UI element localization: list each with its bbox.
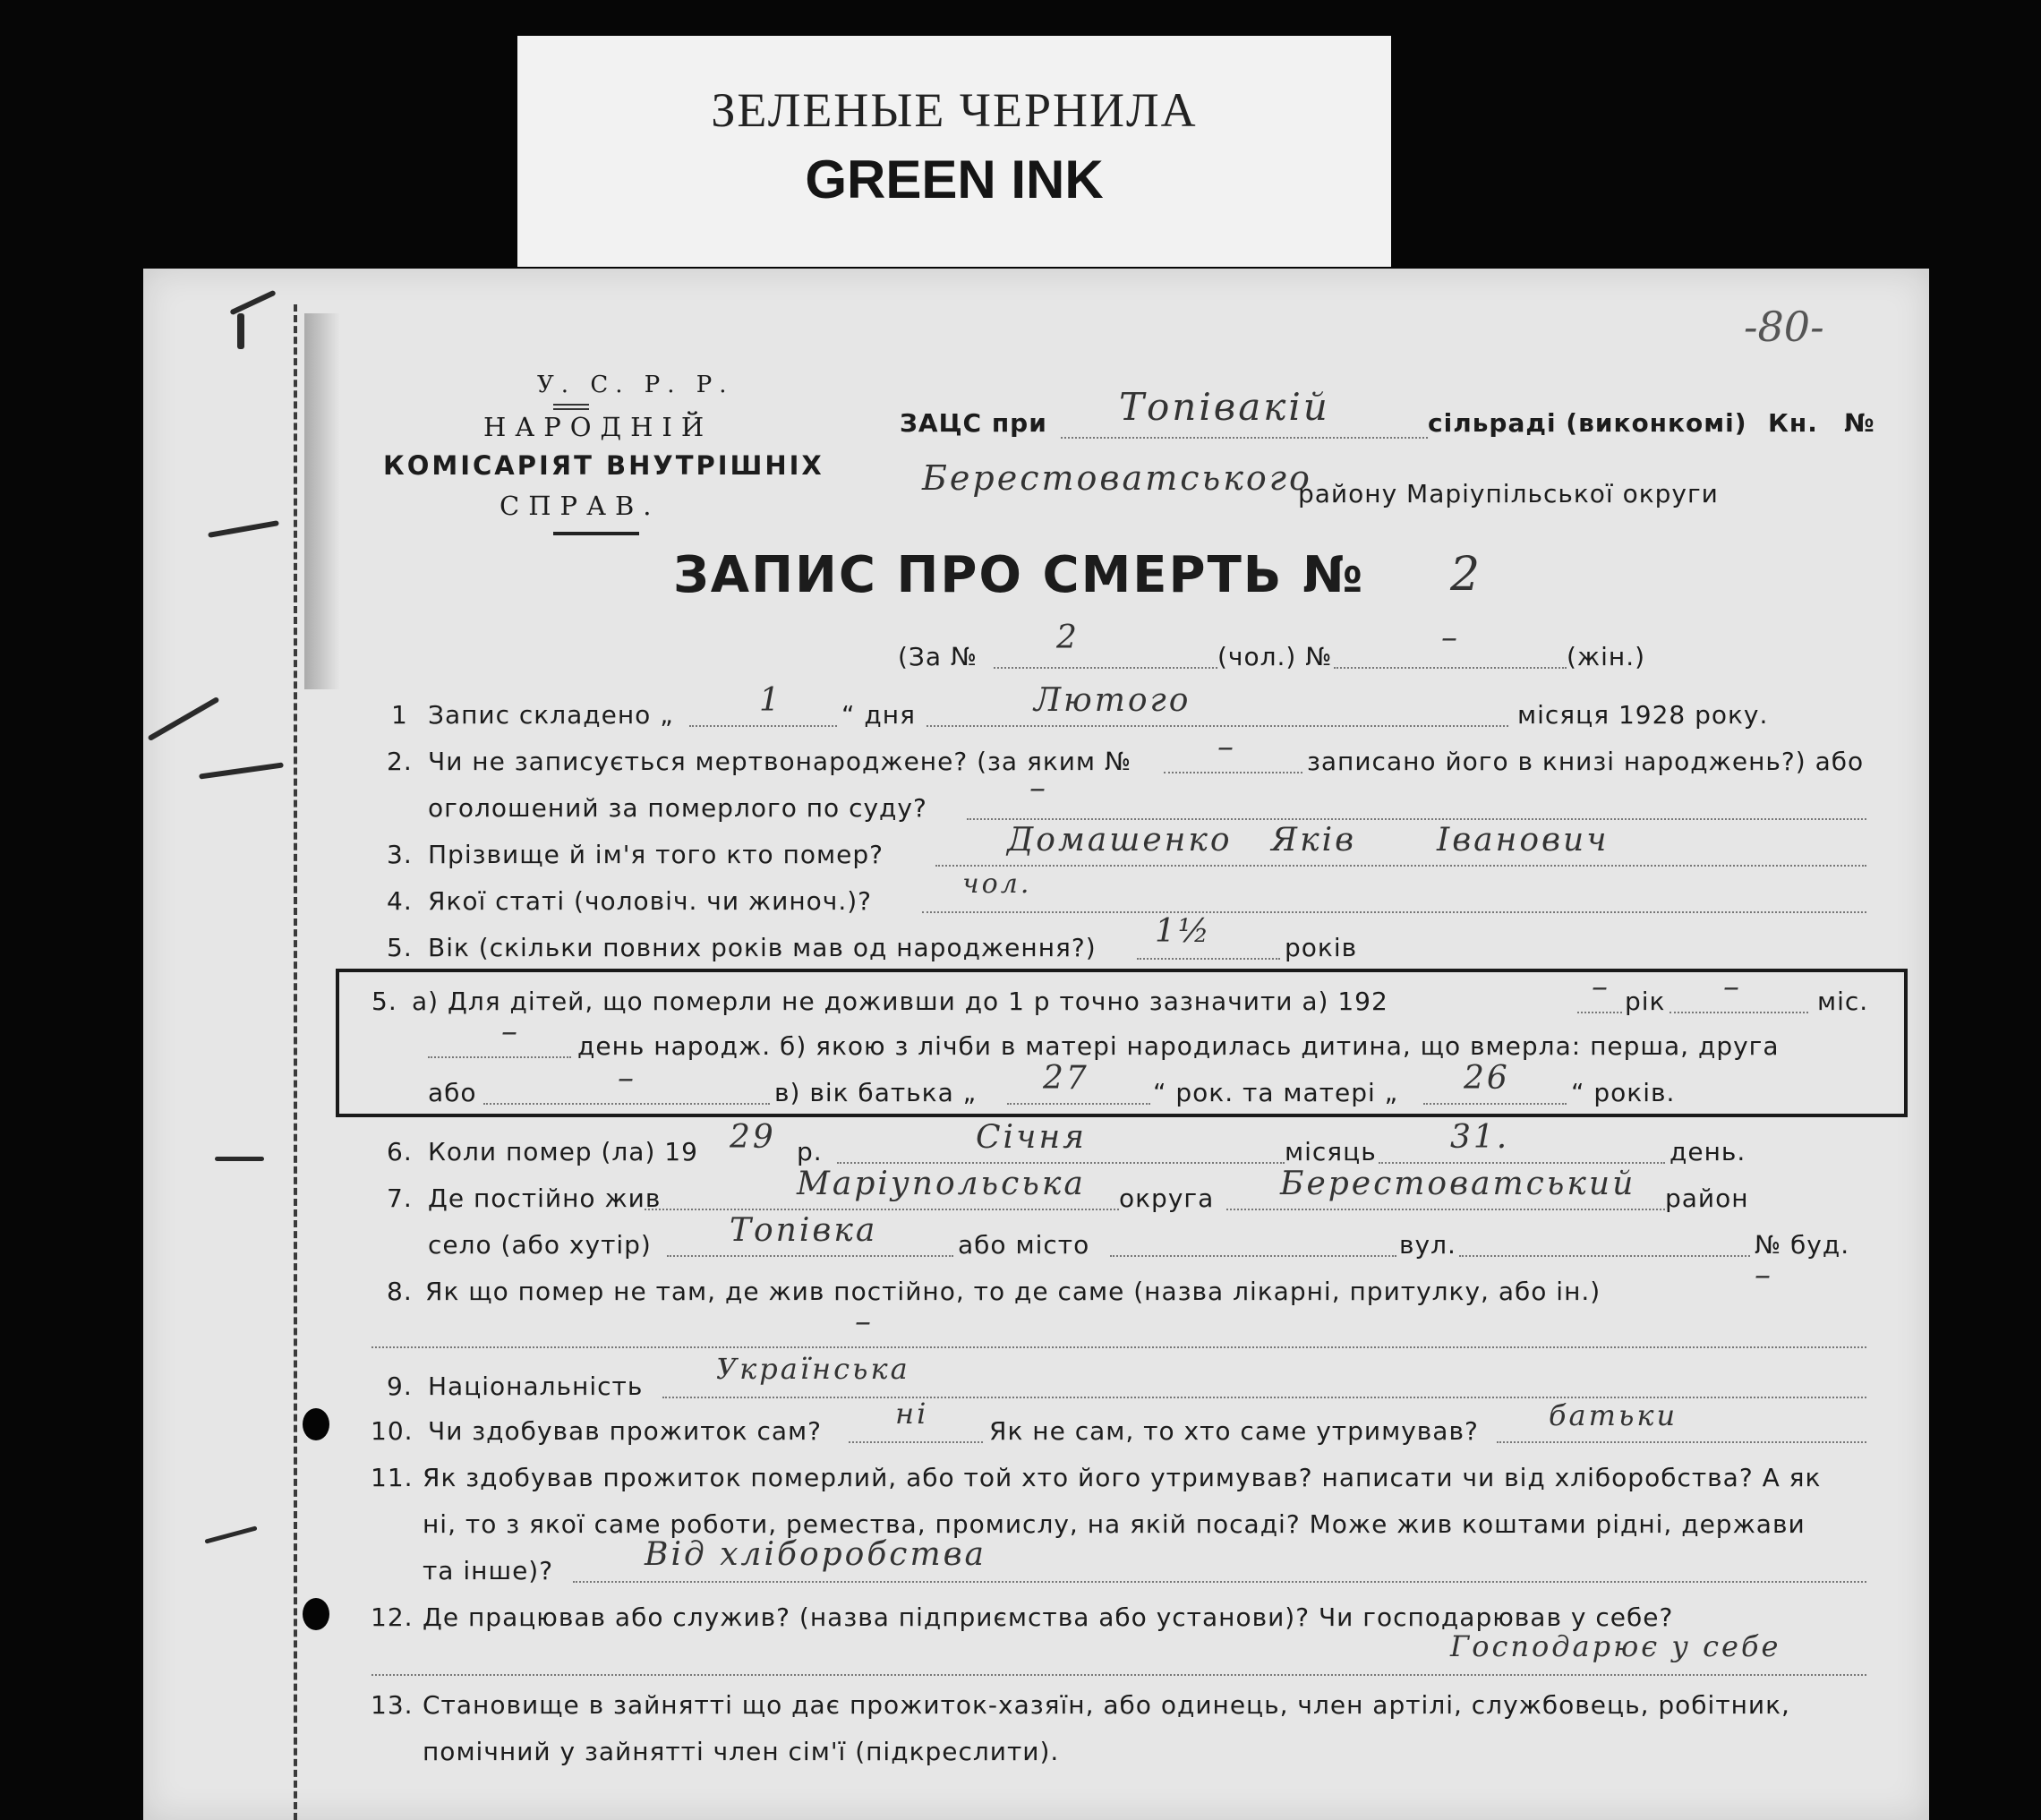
org-line-3: СПРАВ. xyxy=(500,491,661,521)
field-2-number: 2. xyxy=(387,747,413,776)
stillborn-value: – xyxy=(1217,729,1236,765)
village-dots-2 xyxy=(667,1255,953,1257)
field-6-number: 6. xyxy=(387,1137,413,1166)
label-russian: ЗЕЛЕНЫЕ ЧЕРНИЛА xyxy=(711,83,1198,137)
street-label: вул. xyxy=(1399,1230,1456,1260)
deceased-surname: Домашенко xyxy=(1007,822,1233,859)
org-line-1: НАРОДНІЙ xyxy=(483,412,713,442)
field-9-number: 9. xyxy=(387,1371,413,1401)
male-count: 2 xyxy=(1056,619,1080,656)
okruha-label: округа xyxy=(1119,1183,1215,1213)
village-handwritten: Топівакій xyxy=(1119,385,1330,429)
country-abbrev: У. С. Р. Р. xyxy=(537,372,734,398)
field-3-label: Прізвище й ім'я того кто помер? xyxy=(428,840,884,869)
field-9-label: Національність xyxy=(428,1371,644,1401)
street-dots xyxy=(1459,1255,1750,1257)
mother-age: 26 xyxy=(1464,1060,1510,1097)
perforation-line xyxy=(294,304,297,1820)
ink-label-card xyxy=(517,36,1391,267)
field-13-line-1: Становище в зайнятті що дає прожиток-хазяїн, або одинець, член артілі, службовець, робітник, xyxy=(423,1690,1790,1720)
field-11-line-2: ні, то з якої саме роботи, ремества, промислу, на якій посаді? Може жив коштами рідні, держави xyxy=(423,1509,1806,1539)
city-label: або місто xyxy=(958,1230,1090,1260)
field-11-number: 11. xyxy=(371,1463,414,1492)
tear-mark xyxy=(237,313,244,349)
count-dots xyxy=(994,667,1217,669)
field-6-label: Коли помер (ла) 19 xyxy=(428,1137,698,1166)
zags-prefix: ЗАЦС при xyxy=(900,408,1047,438)
month-unit: міс. xyxy=(1817,987,1869,1016)
field-12-number: 12. xyxy=(371,1602,414,1632)
residence-okruha: Маріупольська xyxy=(797,1166,1086,1202)
village-label: село (або хутір) xyxy=(428,1230,652,1260)
day-dots xyxy=(689,725,837,727)
deceased-name: Яків xyxy=(1271,822,1357,859)
supporter-label: Як не сам, то хто саме утримував? xyxy=(989,1416,1479,1446)
self-support-dots xyxy=(849,1441,983,1443)
field-13-line-2: помічний у зайнятті член сім'ї (підкреслити). xyxy=(423,1737,1060,1766)
father-age: 27 xyxy=(1043,1060,1089,1097)
birth-year-dots xyxy=(1577,1012,1622,1013)
death-year: 29 xyxy=(730,1119,776,1156)
birth-month-dots xyxy=(1670,1012,1808,1013)
death-day-label: день. xyxy=(1670,1137,1746,1166)
death-month: Січня xyxy=(976,1119,1088,1156)
council-suffix: сільраді (виконкомі) xyxy=(1428,408,1747,438)
village-dots xyxy=(1061,437,1428,439)
supporter-dots xyxy=(1497,1441,1866,1443)
district-suffix: району Маріупільської округи xyxy=(1298,479,1719,508)
death-place-value: – xyxy=(1755,1257,1773,1294)
field-5-number: 5. xyxy=(387,933,413,962)
field-2-label: Чи не записується мертвонароджене? (за яким № xyxy=(428,747,1132,776)
birth-year-value: – xyxy=(1592,969,1610,1005)
mother-age-unit: “ років. xyxy=(1571,1078,1676,1107)
death-day-dots xyxy=(1379,1162,1665,1164)
residence-village: Топівка xyxy=(730,1212,878,1249)
death-month-dots xyxy=(837,1162,1285,1164)
header-underline xyxy=(553,532,639,535)
city-dots xyxy=(1110,1255,1396,1257)
livelihood-dots xyxy=(573,1581,1866,1583)
deceased-age: 1½ xyxy=(1155,913,1212,950)
label-english: GREEN INK xyxy=(805,150,1104,209)
field-5a-abo: або xyxy=(428,1078,477,1107)
court-dots xyxy=(967,818,1866,820)
field-10-number: 10. xyxy=(371,1416,414,1446)
day-label: “ дня xyxy=(841,700,916,730)
field-2-label-cont: записано його в книзі народжень?) або xyxy=(1307,747,1865,776)
binding-stain xyxy=(304,313,340,689)
district-handwritten: Берестоватського xyxy=(922,458,1312,498)
punch-hole xyxy=(303,1408,329,1440)
page-number: -80- xyxy=(1744,303,1824,351)
field-1-number: 1 xyxy=(391,700,408,730)
field-11-line-3: та інше)? xyxy=(423,1556,554,1585)
birth-day-dots xyxy=(428,1056,571,1058)
father-age-label: в) вік батька „ xyxy=(774,1078,978,1107)
child-order-value: – xyxy=(618,1060,636,1097)
count-prefix: (За № xyxy=(898,642,978,671)
field-11-line-1: Як здобував прожиток померлий, або той хто його утримував? написати чи від хліборобства? А як xyxy=(423,1463,1822,1492)
field-8-number: 8. xyxy=(387,1277,413,1306)
field-5a-line-1: а) Для дітей, що померли не доживши до 1 р точно зазначити а) 192 xyxy=(412,987,1388,1016)
female-label: (жін.) xyxy=(1567,642,1646,671)
deceased-patronymic: Іванович xyxy=(1437,822,1610,859)
rayon-dots xyxy=(1226,1209,1665,1210)
nationality-value: Українська xyxy=(716,1352,910,1386)
livelihood-value: Від хліборобства xyxy=(645,1536,987,1573)
mother-age-label: “ рок. та матері „ xyxy=(1153,1078,1399,1107)
field-3-number: 3. xyxy=(387,840,413,869)
year-label: місяця 1928 року. xyxy=(1517,700,1769,730)
book-number-sign: № xyxy=(1844,408,1875,438)
field-12-label: Де працював або служив? (назва підприємства або установи)? Чи господарював у себе? xyxy=(423,1602,1674,1632)
year-unit: рік xyxy=(1625,987,1666,1016)
tear-mark xyxy=(215,1157,264,1161)
field-4-number: 4. xyxy=(387,886,413,916)
death-place-value-2: – xyxy=(855,1303,874,1340)
book-label: Кн. xyxy=(1768,408,1818,438)
field-1-label: Запис складено „ xyxy=(428,700,674,730)
self-support-value: ні xyxy=(895,1397,929,1431)
father-age-dots xyxy=(1007,1103,1150,1105)
record-title: ЗАПИС ПРО СМЕРТЬ № xyxy=(673,546,1365,604)
birth-day-value: – xyxy=(501,1013,520,1050)
header-rule xyxy=(553,404,589,406)
field-2-line-2: оголошений за померлого по суду? xyxy=(428,793,927,823)
record-month: Лютого xyxy=(1034,682,1191,719)
nationality-dots xyxy=(662,1397,1866,1398)
death-year-unit: р. xyxy=(797,1137,823,1166)
field-5a-line-2: день народж. б) якою з лічби в матері народилась дитина, що вмерла: перша, друга xyxy=(577,1031,1780,1061)
workplace-dots xyxy=(371,1674,1866,1676)
count-dots xyxy=(1334,667,1567,669)
deceased-sex: чол. xyxy=(962,868,1032,900)
sex-dots xyxy=(922,911,1866,913)
field-7-number: 7. xyxy=(387,1183,413,1213)
workplace-value: Господарює у себе xyxy=(1450,1629,1781,1663)
punch-hole xyxy=(303,1598,329,1630)
death-day: 31. xyxy=(1450,1119,1510,1156)
supporter-value: батьки xyxy=(1549,1398,1678,1432)
age-unit: років xyxy=(1285,933,1358,962)
month-dots xyxy=(927,725,1508,727)
residence-rayon: Берестоватський xyxy=(1280,1166,1636,1202)
female-count: – xyxy=(1441,619,1460,656)
field-4-label: Якої статі (чоловіч. чи жиноч.)? xyxy=(428,886,873,916)
death-place-dots xyxy=(371,1346,1866,1348)
age-dots xyxy=(1137,958,1280,960)
field-10-label: Чи здобував прожиток сам? xyxy=(428,1416,822,1446)
okruha-dots xyxy=(645,1209,1119,1210)
building-label: № буд. xyxy=(1755,1230,1850,1260)
field-5a-number: 5. xyxy=(371,987,397,1016)
court-value: – xyxy=(1029,770,1048,807)
mother-age-dots xyxy=(1423,1103,1567,1105)
rayon-label: район xyxy=(1665,1183,1749,1213)
field-13-number: 13. xyxy=(371,1690,414,1720)
record-day: 1 xyxy=(759,682,782,719)
header-rule xyxy=(553,408,589,410)
male-label: (чол.) № xyxy=(1217,642,1333,671)
field-5-label: Вік (скільки повних років мав од народження?) xyxy=(428,933,1097,962)
record-number: 2 xyxy=(1450,548,1483,602)
org-line-2: КОМІСАРІЯТ ВНУТРІШНІХ xyxy=(383,450,824,481)
field-7-label: Де постійно жив xyxy=(428,1183,662,1213)
death-month-label: місяць xyxy=(1285,1137,1377,1166)
name-dots xyxy=(935,865,1866,867)
field-8-label: Як що помер не там, де жив постійно, то де саме (назва лікарні, притулку, або ін.) xyxy=(425,1277,1601,1306)
birth-month-value: – xyxy=(1723,969,1742,1005)
stillborn-dots xyxy=(1164,772,1302,773)
child-order-dots xyxy=(483,1103,770,1105)
